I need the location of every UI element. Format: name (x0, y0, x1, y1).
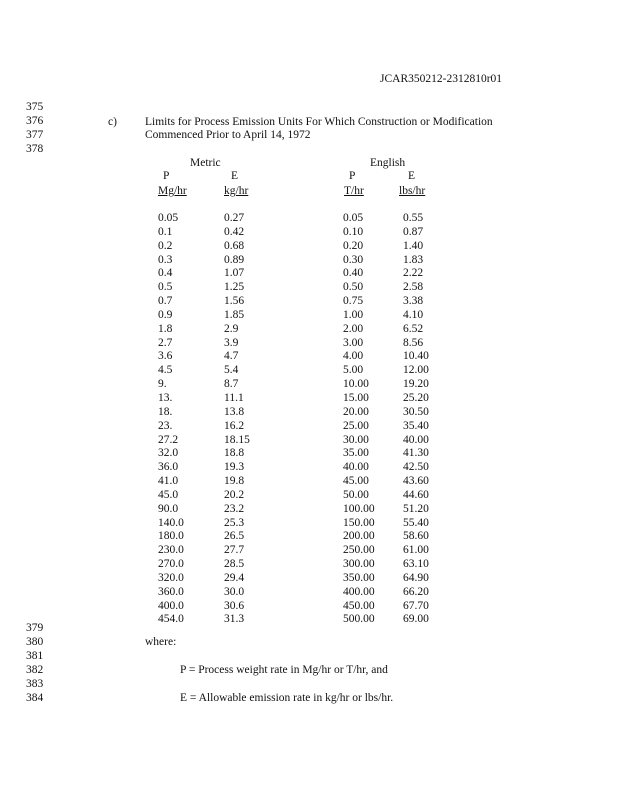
table-cell: 150.00 (343, 516, 375, 529)
table-cell: 450.00 (343, 599, 375, 612)
table-cell: 40.00 (343, 461, 369, 474)
metric-p-column (158, 212, 184, 627)
table-cell: 30.00 (343, 433, 369, 446)
table-cell: 3.9 (224, 336, 239, 349)
table-cell: 10.00 (343, 378, 369, 391)
table-cell: 27.2 (158, 433, 179, 446)
table-cell: 0.10 (343, 225, 364, 238)
table-cell: 18. (158, 405, 173, 418)
table-cell: 270.0 (158, 558, 184, 571)
table-cell: 20.00 (343, 405, 369, 418)
where-label: where: (145, 636, 177, 648)
table-cell: 5.00 (343, 364, 364, 377)
table-cell: 0.68 (224, 239, 245, 252)
table-cell: 1.00 (343, 308, 364, 321)
table-cell: 350.00 (343, 571, 375, 584)
document-id: JCAR350212-2312810r01 (380, 73, 503, 85)
table-cell: 3.6 (158, 350, 173, 363)
table-cell: 250.00 (343, 544, 375, 557)
table-cell: 36.0 (158, 461, 179, 474)
table-cell: 67.70 (403, 599, 429, 612)
table-cell: 0.89 (224, 253, 245, 266)
table-cell: 0.9 (158, 308, 173, 321)
table-cell: 0.5 (158, 281, 173, 294)
table-cell: 30.6 (224, 599, 245, 612)
table-cell: 400.00 (343, 585, 375, 598)
table-cell: 20.2 (224, 488, 245, 501)
table-cell: 30.50 (403, 405, 429, 418)
table-cell: 0.55 (403, 212, 424, 224)
table-cell: 18.15 (224, 433, 250, 446)
table-cell: 1.25 (224, 281, 245, 294)
table-cell: 360.0 (158, 585, 184, 598)
section-letter: c) (108, 116, 117, 128)
definition-e: E = Allowable emission rate in kg/hr or lbs/hr. (180, 692, 394, 704)
english-group-label: English (370, 157, 406, 169)
table-cell: 44.60 (403, 488, 429, 501)
table-cell: 9. (158, 378, 167, 391)
table-cell: 23.2 (224, 502, 245, 515)
table-cell: 0.7 (158, 295, 173, 308)
table-cell: 4.5 (158, 364, 173, 377)
table-cell: 19.20 (403, 378, 429, 391)
section-title (145, 116, 493, 142)
table-cell: 2.22 (403, 267, 424, 280)
table-cell: 0.40 (343, 267, 364, 280)
table-cell: 8.56 (403, 336, 424, 349)
table-cell: 500.00 (343, 613, 375, 626)
table-cell: 100.00 (343, 502, 375, 515)
table-cell: 35.00 (343, 447, 369, 460)
section-title-line-2: Commenced Prior to April 14, 1972 (145, 129, 311, 141)
table-cell: 25.00 (343, 419, 369, 432)
table-cell: 19.8 (224, 475, 245, 488)
english-p-label: P (349, 170, 356, 182)
metric-group-label: Metric (190, 157, 221, 169)
table-cell: 26.5 (224, 530, 245, 543)
table-cell: 43.60 (403, 475, 429, 488)
table-cell: 2.00 (343, 322, 364, 335)
metric-e-label: E (231, 170, 239, 182)
table-cell: 10.40 (403, 350, 429, 363)
line-number-376: 376 (26, 115, 44, 127)
line-number-377: 377 (26, 129, 44, 141)
table-cell: 61.00 (403, 544, 429, 557)
table-cell: 25.20 (403, 391, 429, 404)
line-number-382: 382 (26, 664, 44, 676)
table-cell: 8.7 (224, 378, 239, 391)
table-cell: 90.0 (158, 502, 179, 515)
table-cell: 13. (158, 391, 173, 404)
metric-e-unit: kg/hr (224, 185, 249, 197)
table-cell: 16.2 (224, 419, 245, 432)
table-cell: 25.3 (224, 516, 245, 529)
table-cell: 50.00 (343, 488, 369, 501)
table-cell: 1.56 (224, 295, 245, 308)
line-number-383: 383 (26, 678, 44, 690)
table-cell: 0.1 (158, 225, 173, 238)
table-cell: 69.00 (403, 613, 429, 626)
table-cell: 28.5 (224, 558, 245, 571)
table-cell: 32.0 (158, 447, 179, 460)
table-cell: 1.85 (224, 308, 245, 321)
table-cell: 66.20 (403, 585, 429, 598)
table-cell: 55.40 (403, 516, 429, 529)
section-title-line-1: Limits for Process Emission Units For Which Construction or Modification (145, 116, 493, 128)
table-cell: 29.4 (224, 571, 245, 584)
line-number-384: 384 (26, 692, 44, 704)
english-p-column (343, 212, 375, 627)
english-e-column (403, 212, 429, 627)
table-cell: 0.30 (343, 253, 364, 266)
table-cell: 2.9 (224, 322, 239, 335)
table-cell: 0.50 (343, 281, 364, 294)
table-cell: 18.8 (224, 447, 245, 460)
table-cell: 19.3 (224, 461, 245, 474)
line-number-378: 378 (26, 143, 44, 155)
table-cell: 0.3 (158, 253, 173, 266)
table-cell: 27.7 (224, 544, 245, 557)
table-cell: 41.30 (403, 447, 429, 460)
table-cell: 63.10 (403, 558, 429, 571)
metric-p-label: P (163, 170, 170, 182)
english-e-unit: lbs/hr (399, 185, 426, 197)
table-cell: 4.7 (224, 350, 239, 363)
english-p-unit: T/hr (344, 185, 364, 197)
table-cell: 3.00 (343, 336, 364, 349)
table-cell: 180.0 (158, 530, 184, 543)
definition-p: P = Process weight rate in Mg/hr or T/hr, and (180, 664, 388, 676)
table-cell: 0.42 (224, 225, 245, 238)
table-cell: 58.60 (403, 530, 429, 543)
line-number-380: 380 (26, 636, 44, 648)
table-cell: 0.27 (224, 212, 245, 224)
line-number-375: 375 (26, 101, 44, 113)
line-number-381: 381 (26, 650, 44, 662)
table-cell: 300.00 (343, 558, 375, 571)
table-cell: 5.4 (224, 364, 239, 377)
table-cell: 6.52 (403, 322, 424, 335)
table-cell: 4.10 (403, 308, 424, 321)
table-cell: 1.40 (403, 239, 424, 252)
table-cell: 0.05 (158, 212, 179, 224)
table-cell: 51.20 (403, 502, 429, 515)
table-cell: 11.1 (224, 391, 244, 404)
table-cell: 0.87 (403, 225, 424, 238)
metric-e-column (224, 212, 250, 627)
table-cell: 41.0 (158, 475, 179, 488)
table-cell: 64.90 (403, 571, 429, 584)
table-cell: 230.0 (158, 544, 184, 557)
table-cell: 2.7 (158, 336, 173, 349)
table-cell: 0.75 (343, 295, 364, 308)
table-cell: 0.2 (158, 239, 173, 252)
table-cell: 1.8 (158, 322, 173, 335)
table-cell: 0.4 (158, 267, 173, 280)
metric-p-unit: Mg/hr (158, 185, 187, 197)
table-cell: 200.00 (343, 530, 375, 543)
table-cell: 400.0 (158, 599, 184, 612)
table-cell: 45.0 (158, 488, 179, 501)
table-cell: 30.0 (224, 585, 245, 598)
table-cell: 40.00 (403, 433, 429, 446)
table-cell: 0.20 (343, 239, 364, 252)
table-cell: 45.00 (343, 475, 369, 488)
table-cell: 23. (158, 419, 173, 432)
table-cell: 35.40 (403, 419, 429, 432)
table-cell: 1.83 (403, 253, 424, 266)
table-cell: 320.0 (158, 571, 184, 584)
table-cell: 12.00 (403, 364, 429, 377)
table-cell: 4.00 (343, 350, 364, 363)
table-cell: 15.00 (343, 391, 369, 404)
table-cell: 2.58 (403, 281, 424, 294)
table-cell: 1.07 (224, 267, 245, 280)
line-number-379: 379 (26, 622, 44, 634)
table-cell: 13.8 (224, 405, 245, 418)
table-cell: 3.38 (403, 295, 424, 308)
table-cell: 31.3 (224, 613, 245, 626)
table-cell: 42.50 (403, 461, 429, 474)
table-cell: 0.05 (343, 212, 364, 224)
table-cell: 140.0 (158, 516, 184, 529)
table-cell: 454.0 (158, 613, 184, 626)
english-e-label: E (408, 170, 416, 182)
